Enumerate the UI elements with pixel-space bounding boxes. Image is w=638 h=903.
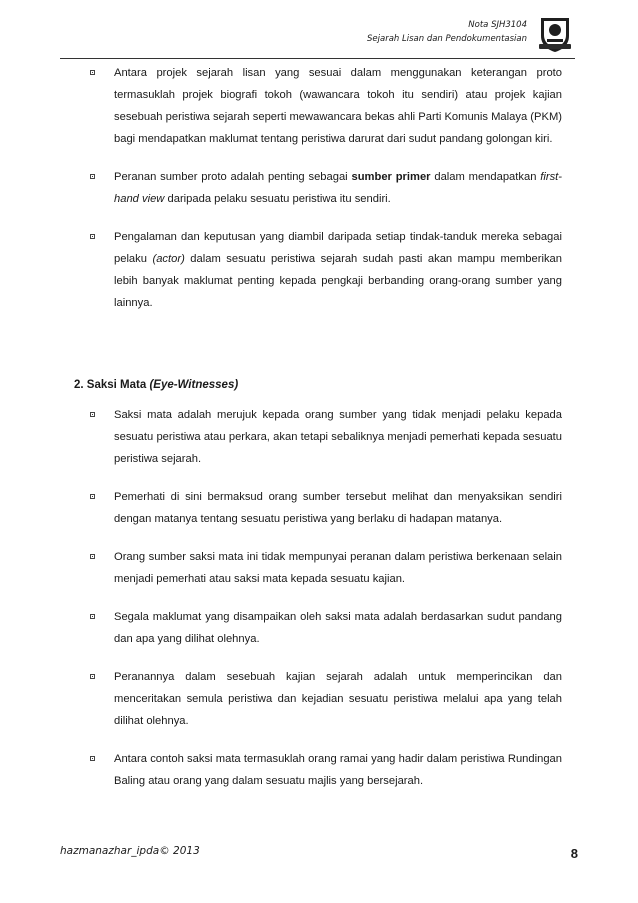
header-text: [367, 18, 527, 46]
bullet-item: [86, 226, 562, 314]
bullet-item: [86, 546, 562, 590]
footer-author: hazmanazhar_ipda© 2013: [60, 845, 200, 857]
bullet-square-icon: [90, 674, 95, 679]
bullet-text: Peranan sumber proto adalah penting sebagai: [114, 171, 352, 183]
bullet-item: [86, 166, 562, 210]
course-title: Sejarah Lisan dan Pendokumentasian: [367, 34, 527, 44]
document-body: [74, 62, 562, 808]
bullet-text: Pemerhati di sini bermaksud orang sumber tersebut melihat dan menyaksikan sendiri dengan matanya tentang sesuatu peristiwa yang berlaku di hadapan matanya.: [114, 491, 562, 525]
bullet-item: [86, 62, 562, 150]
bullet-item: [86, 404, 562, 470]
bullet-text: Saksi mata adalah merujuk kepada orang sumber yang tidak menjadi pelaku kepada sesuatu peristiwa atau perkara, akan tetapi sebaliknya menjadi pemerhati kepada sesuatu peristiwa sejarah.: [114, 409, 562, 465]
bullet-square-icon: [90, 234, 95, 239]
bullet-square-icon: [90, 494, 95, 499]
bullet-text: dalam mendapatkan: [430, 171, 541, 183]
bullet-text: Antara projek sejarah lisan yang sesuai dalam menggunakan keterangan proto termasuklah projek biografi tokoh (wawancara tokoh itu sendiri) atau projek kajian sesebuah peristiwa sejarah seperti mewawancara bekas ahli Parti Komunis Malaya (PKM) bagi mendapatkan maklumat tentang peristiwa darurat dari sudut pandang golongan kiri.: [114, 67, 562, 145]
bullet-item: [86, 606, 562, 650]
bullet-text: first-hand view: [114, 171, 562, 205]
bullet-square-icon: [90, 412, 95, 417]
bullet-text: Orang sumber saksi mata ini tidak mempunyai peranan dalam peristiwa berkenaan selain menjadi pemerhati atau saksi mata kepada sesuatu kajian.: [114, 551, 562, 585]
bullet-text: Segala maklumat yang disampaikan oleh saksi mata adalah berdasarkan sudut pandang dan apa yang dilihat olehnya.: [114, 611, 562, 645]
bullet-text: (actor): [152, 253, 185, 265]
bullet-square-icon: [90, 70, 95, 75]
bullet-list-section: [86, 404, 562, 792]
bullet-list-top: [86, 62, 562, 314]
section-heading-suffix: (Eye-Witnesses): [149, 379, 239, 391]
bullet-text: Antara contoh saksi mata termasuklah orang ramai yang hadir dalam peristiwa Rundingan Baling atau orang yang dalam sesuatu majlis yang bersejarah.: [114, 753, 562, 787]
header-rule: [60, 58, 575, 59]
ipda-crest-icon: [535, 14, 575, 54]
section-heading: [74, 374, 562, 396]
bullet-square-icon: [90, 614, 95, 619]
page-header: [60, 14, 575, 58]
bullet-square-icon: [90, 756, 95, 761]
bullet-item: [86, 748, 562, 792]
bullet-text: dalam sesuatu peristiwa sejarah sudah pasti akan mampu memberikan lebih banyak maklumat penting kepada pengkaji berbanding orang-orang sumber yang lainnya.: [114, 253, 562, 309]
course-code: Nota SJH3104: [468, 20, 527, 30]
section-heading-prefix: 2. Saksi Mata: [74, 379, 150, 391]
bullet-text: Pengalaman dan keputusan yang diambil daripada setiap tindak-tanduk mereka sebagai pelaku: [114, 231, 562, 265]
bullet-text: Peranannya dalam sesebuah kajian sejarah adalah untuk memperincikan dan menceritakan semula peristiwa dan kejadian sesuatu peristiwa melalui apa yang telah dilihat olehnya.: [114, 671, 562, 727]
bullet-square-icon: [90, 554, 95, 559]
bullet-text: daripada pelaku sesuatu peristiwa itu sendiri.: [164, 193, 391, 205]
bullet-text: sumber primer: [351, 171, 431, 183]
bullet-square-icon: [90, 174, 95, 179]
bullet-item: [86, 666, 562, 732]
bullet-item: [86, 486, 562, 530]
page-number: 8: [570, 846, 578, 861]
